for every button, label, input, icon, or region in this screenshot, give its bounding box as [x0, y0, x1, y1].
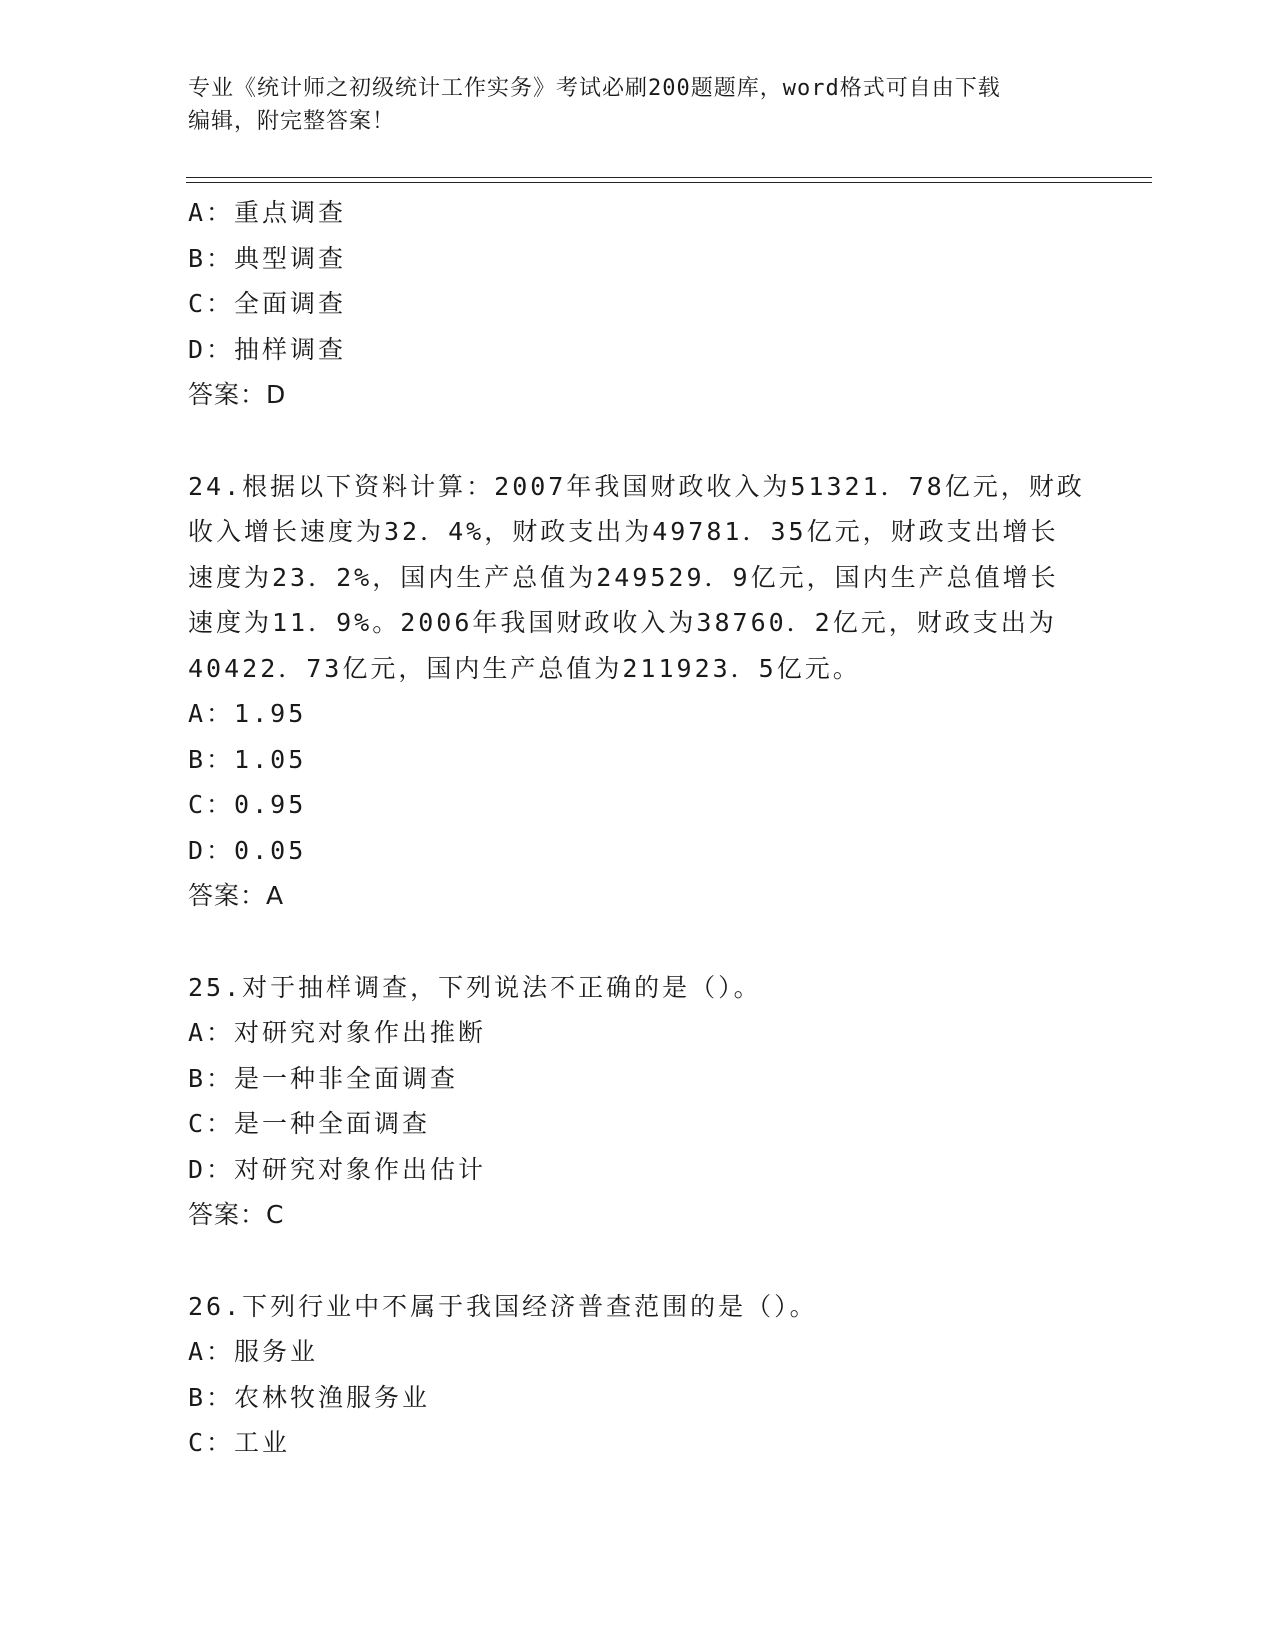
option-d: D：对研究对象作出估计 — [188, 1154, 487, 1184]
option-a: A：对研究对象作出推断 — [188, 1018, 487, 1047]
option-b: B：1.05 — [188, 744, 307, 774]
question-23 — [188, 190, 1088, 418]
option-a: A：服务业 — [188, 1337, 319, 1366]
question-stem-line: 40422．73亿元，国内生产总值为211923．5亿元。 — [188, 653, 861, 683]
question-content — [188, 190, 1088, 1466]
question-stem-line: 速度为11．9%。2006年我国财政收入为38760．2亿元，财政支出为 — [188, 608, 1057, 637]
document-header — [188, 72, 1088, 138]
spacer — [188, 418, 1088, 464]
question-25 — [188, 965, 1088, 1238]
option-b: B：典型调查 — [188, 243, 347, 273]
header-line-2: 编辑，附完整答案！ — [188, 109, 396, 134]
spacer — [188, 1238, 1088, 1284]
question-24 — [188, 464, 1088, 919]
option-c: C：全面调查 — [188, 289, 347, 318]
option-b: B：农林牧渔服务业 — [188, 1382, 431, 1412]
question-stem: 26.下列行业中不属于我国经济普查范围的是（）。 — [188, 1291, 818, 1321]
answer: 答案：C — [188, 1200, 285, 1229]
option-a: A：重点调查 — [188, 198, 347, 227]
option-c: C：是一种全面调查 — [188, 1109, 431, 1138]
question-stem: 25.对于抽样调查，下列说法不正确的是（）。 — [188, 972, 762, 1002]
option-b: B：是一种非全面调查 — [188, 1063, 459, 1093]
option-c: C：0.95 — [188, 790, 307, 819]
header-divider-top — [186, 177, 1152, 178]
option-c: C：工业 — [188, 1428, 291, 1457]
spacer — [188, 919, 1088, 965]
option-d: D：0.05 — [188, 835, 307, 865]
question-26 — [188, 1284, 1088, 1466]
option-a: A：1.95 — [188, 699, 307, 728]
option-d: D：抽样调查 — [188, 334, 347, 364]
question-stem-line: 24.根据以下资料计算：2007年我国财政收入为51321．78亿元，财政 — [188, 471, 1085, 501]
question-stem-line: 收入增长速度为32．4%，财政支出为49781．35亿元，财政支出增长 — [188, 517, 1059, 546]
answer: 答案：A — [188, 881, 285, 910]
header-line-1: 专业《统计师之初级统计工作实务》考试必刷200题题库，word格式可自由下载 — [188, 76, 1001, 101]
header-divider-bottom — [186, 182, 1152, 183]
answer: 答案：D — [188, 380, 287, 409]
question-stem-line: 速度为23．2%，国内生产总值为249529．9亿元，国内生产总值增长 — [188, 562, 1059, 592]
